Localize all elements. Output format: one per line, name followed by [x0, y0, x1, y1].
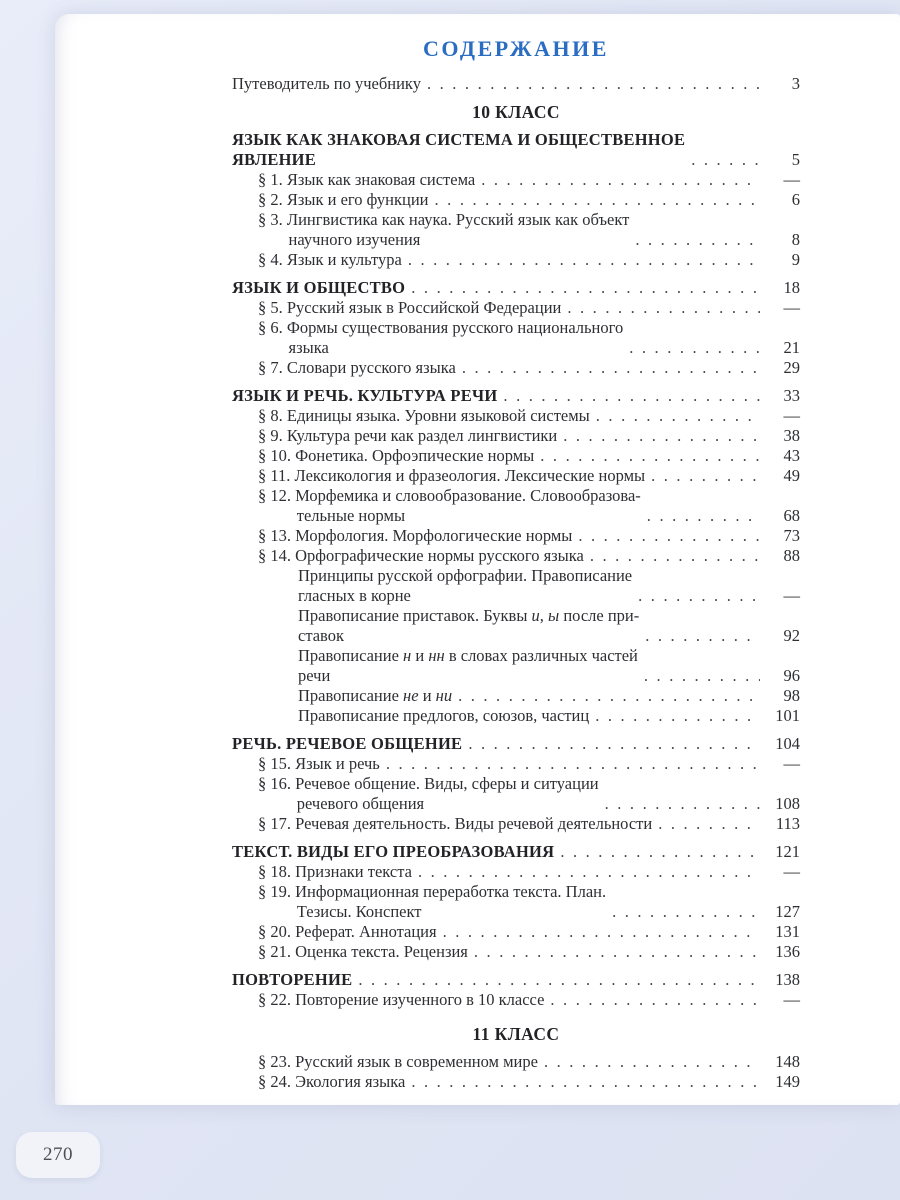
toc-entry-label: § 17. Речевая деятельность. Виды речевой деятельности	[258, 814, 653, 833]
dot-leader	[595, 706, 760, 726]
dot-leader	[418, 862, 760, 882]
toc-entry-label: Путеводитель по учебнику	[232, 74, 421, 93]
dot-leader	[462, 358, 760, 378]
toc-content	[232, 34, 800, 1092]
toc-entry-row	[258, 486, 800, 526]
toc-entry-label: § 7. Словари русского языка	[258, 358, 456, 377]
toc-entry-label: Правописание предлогов, союзов, частиц	[298, 706, 590, 725]
toc-entry-label: § 16. Речевое общение. Виды, сферы и ситуации речевого общения	[258, 774, 599, 813]
dot-leader	[411, 278, 760, 298]
toc-entry-page: 49	[783, 466, 800, 485]
toc-entry-page: —	[783, 170, 800, 189]
toc-entry-page: 9	[791, 250, 800, 269]
toc-entry-label: § 24. Экология языка	[258, 1072, 406, 1091]
dot-leader	[596, 406, 760, 426]
toc-entry-row	[258, 190, 800, 210]
toc-entry-page: 21	[783, 338, 800, 357]
dot-leader	[443, 922, 760, 942]
dot-leader	[638, 586, 760, 606]
toc-entry-label: § 13. Морфология. Морфологические нормы	[258, 526, 573, 545]
toc-entry-row	[258, 942, 800, 962]
toc-section-row	[232, 386, 800, 406]
dot-leader	[468, 734, 760, 754]
toc-entry-row	[258, 466, 800, 486]
toc-entry-page: 104	[775, 734, 800, 753]
toc-entry-label: ЯЗЫК КАК ЗНАКОВАЯ СИСТЕМА И ОБЩЕСТВЕННОЕ ЯВЛЕНИЕ	[232, 130, 686, 169]
dot-leader	[563, 426, 760, 446]
toc-entry-row	[258, 1072, 800, 1092]
toc-entry-page: 73	[783, 526, 800, 545]
toc-entry-row	[298, 566, 800, 606]
toc-entry-page: 8	[791, 230, 800, 249]
dot-leader	[481, 170, 760, 190]
toc-entry-page: 101	[775, 706, 800, 725]
toc-entry-row	[258, 446, 800, 466]
toc-entry-label: § 11. Лексикология и фразеология. Лексические нормы	[258, 466, 646, 485]
toc-entry-label: Правописание н и нн в словах различных частей речи	[298, 646, 638, 685]
dot-leader	[612, 902, 760, 922]
toc-section-row	[232, 734, 800, 754]
toc-entry-label: § 10. Фонетика. Орфоэпические нормы	[258, 446, 535, 465]
toc-entry-page: 149	[775, 1072, 800, 1091]
toc-entry-row	[258, 318, 800, 358]
class-heading: 10 КЛАСС	[472, 102, 560, 122]
toc-entry-page: —	[783, 406, 800, 425]
toc-entry-page: 18	[783, 278, 800, 297]
toc-entry-label: § 12. Морфемика и словообразование. Словообразова- тельные нормы	[258, 486, 641, 525]
page-number: 270	[43, 1144, 73, 1165]
toc-entry-page: 136	[775, 942, 800, 961]
dot-leader	[560, 842, 760, 862]
toc-entry-label: § 20. Реферат. Аннотация	[258, 922, 437, 941]
toc-entry-row	[258, 546, 800, 566]
toc-entry-row	[258, 814, 800, 834]
toc-entry-row	[258, 250, 800, 270]
toc-entry-label: § 6. Формы существования русского национального языка	[258, 318, 624, 357]
toc-entry-label: § 18. Признаки текста	[258, 862, 412, 881]
toc-entry-label: § 15. Язык и речь	[258, 754, 380, 773]
toc-entry-page: —	[783, 754, 800, 773]
toc-entry-page: 43	[783, 446, 800, 465]
toc-entry-page: 3	[791, 74, 800, 93]
toc-entry-page: 127	[775, 902, 800, 921]
dot-leader	[590, 546, 760, 566]
toc-entry-label: § 22. Повторение изученного в 10 классе	[258, 990, 545, 1009]
toc-entry-page: 5	[791, 150, 800, 169]
dot-leader	[358, 970, 760, 990]
toc-entry-row	[258, 1052, 800, 1072]
class-heading: 11 КЛАСС	[472, 1024, 560, 1044]
toc-entry-label: § 23. Русский язык в современном мире	[258, 1052, 538, 1071]
toc-entry-label: Правописание приставок. Буквы и, ы после при- ставок	[298, 606, 640, 645]
dot-leader	[567, 298, 760, 318]
toc-entry-page: 92	[783, 626, 800, 645]
toc-entry-page: —	[783, 990, 800, 1009]
toc-entry-row	[258, 990, 800, 1010]
dot-leader	[578, 526, 760, 546]
toc-entry-label: § 9. Культура речи как раздел лингвистики	[258, 426, 558, 445]
dot-leader	[544, 1052, 760, 1072]
toc-entry-label: ТЕКСТ. ВИДЫ ЕГО ПРЕОБРАЗОВАНИЯ	[232, 842, 555, 861]
toc-entry-row	[258, 210, 800, 250]
toc-entry-label: § 14. Орфографические нормы русского языка	[258, 546, 584, 565]
toc-entry-page: 33	[783, 386, 800, 405]
dot-leader	[503, 386, 760, 406]
toc-entry-page: 6	[791, 190, 800, 209]
toc-entry-page: 113	[775, 814, 800, 833]
toc-entry-label: § 5. Русский язык в Российской Федерации	[258, 298, 562, 317]
toc-entry-row	[298, 706, 800, 726]
toc-entry-row	[298, 646, 800, 686]
toc-entry-page: 88	[783, 546, 800, 565]
toc-entry-label: Правописание не и ни	[298, 686, 453, 705]
toc-entry-row	[258, 358, 800, 378]
toc-entry-page: 96	[783, 666, 800, 685]
dot-leader	[435, 190, 760, 210]
table-of-contents	[232, 74, 800, 1092]
page-number-badge	[16, 1132, 100, 1178]
toc-section-row	[232, 278, 800, 298]
page-title: СОДЕРЖАНИЕ	[423, 36, 609, 61]
toc-entry-row	[298, 686, 800, 706]
dot-leader	[427, 74, 760, 94]
toc-entry-row	[298, 606, 800, 646]
toc-entry-label: ЯЗЫК И РЕЧЬ. КУЛЬТУРА РЕЧИ	[232, 386, 498, 405]
toc-entry-page: 68	[783, 506, 800, 525]
dot-leader	[644, 666, 760, 686]
dot-leader	[645, 626, 760, 646]
dot-leader	[691, 150, 760, 170]
toc-entry-page: —	[783, 586, 800, 605]
toc-entry-label: § 8. Единицы языка. Уровни языковой системы	[258, 406, 590, 425]
dot-leader	[605, 794, 760, 814]
toc-entry-label: ЯЗЫК И ОБЩЕСТВО	[232, 278, 406, 297]
toc-entry-label: § 21. Оценка текста. Рецензия	[258, 942, 468, 961]
toc-entry-row	[258, 882, 800, 922]
toc-entry-page: 29	[783, 358, 800, 377]
dot-leader	[647, 506, 760, 526]
toc-entry-row	[258, 922, 800, 942]
toc-entry-page: 108	[775, 794, 800, 813]
toc-entry-row	[258, 426, 800, 446]
toc-section-row	[232, 130, 800, 170]
dot-leader	[540, 446, 760, 466]
dot-leader	[629, 338, 760, 358]
dot-leader	[458, 686, 760, 706]
toc-entry-label: § 3. Лингвистика как наука. Русский язык как объект научного изучения	[258, 210, 630, 249]
toc-entry-page: —	[783, 298, 800, 317]
toc-entry-row	[258, 298, 800, 318]
toc-entry-label: Принципы русской орфографии. Правописание гласных в корне	[298, 566, 633, 605]
toc-entry-page: 131	[775, 922, 800, 941]
toc-entry-row	[258, 406, 800, 426]
toc-entry-row	[258, 526, 800, 546]
dot-leader	[550, 990, 760, 1010]
toc-entry-page: 38	[783, 426, 800, 445]
dot-leader	[658, 814, 760, 834]
toc-entry-page: 138	[775, 970, 800, 989]
toc-entry-page: 121	[775, 842, 800, 861]
toc-entry-page: 148	[775, 1052, 800, 1071]
toc-entry-page: —	[783, 862, 800, 881]
toc-entry-page: 98	[783, 686, 800, 705]
toc-entry-row	[258, 774, 800, 814]
dot-leader	[651, 466, 760, 486]
toc-entry-label: § 19. Информационная переработка текста. План. Тезисы. Конспект	[258, 882, 607, 921]
toc-entry-label: ПОВТОРЕНИЕ	[232, 970, 353, 989]
toc-entry-label: § 1. Язык как знаковая система	[258, 170, 476, 189]
toc-entry-row	[258, 862, 800, 882]
toc-entry-row	[232, 74, 800, 94]
dot-leader	[386, 754, 760, 774]
toc-entry-row	[258, 754, 800, 774]
dot-leader	[408, 250, 760, 270]
dot-leader	[635, 230, 760, 250]
toc-entry-label: § 2. Язык и его функции	[258, 190, 429, 209]
toc-section-row	[232, 842, 800, 862]
toc-entry-label: РЕЧЬ. РЕЧЕВОЕ ОБЩЕНИЕ	[232, 734, 463, 753]
toc-section-row	[232, 970, 800, 990]
toc-page	[55, 14, 900, 1105]
toc-entry-label: § 4. Язык и культура	[258, 250, 402, 269]
dot-leader	[411, 1072, 760, 1092]
toc-entry-row	[258, 170, 800, 190]
dot-leader	[474, 942, 760, 962]
